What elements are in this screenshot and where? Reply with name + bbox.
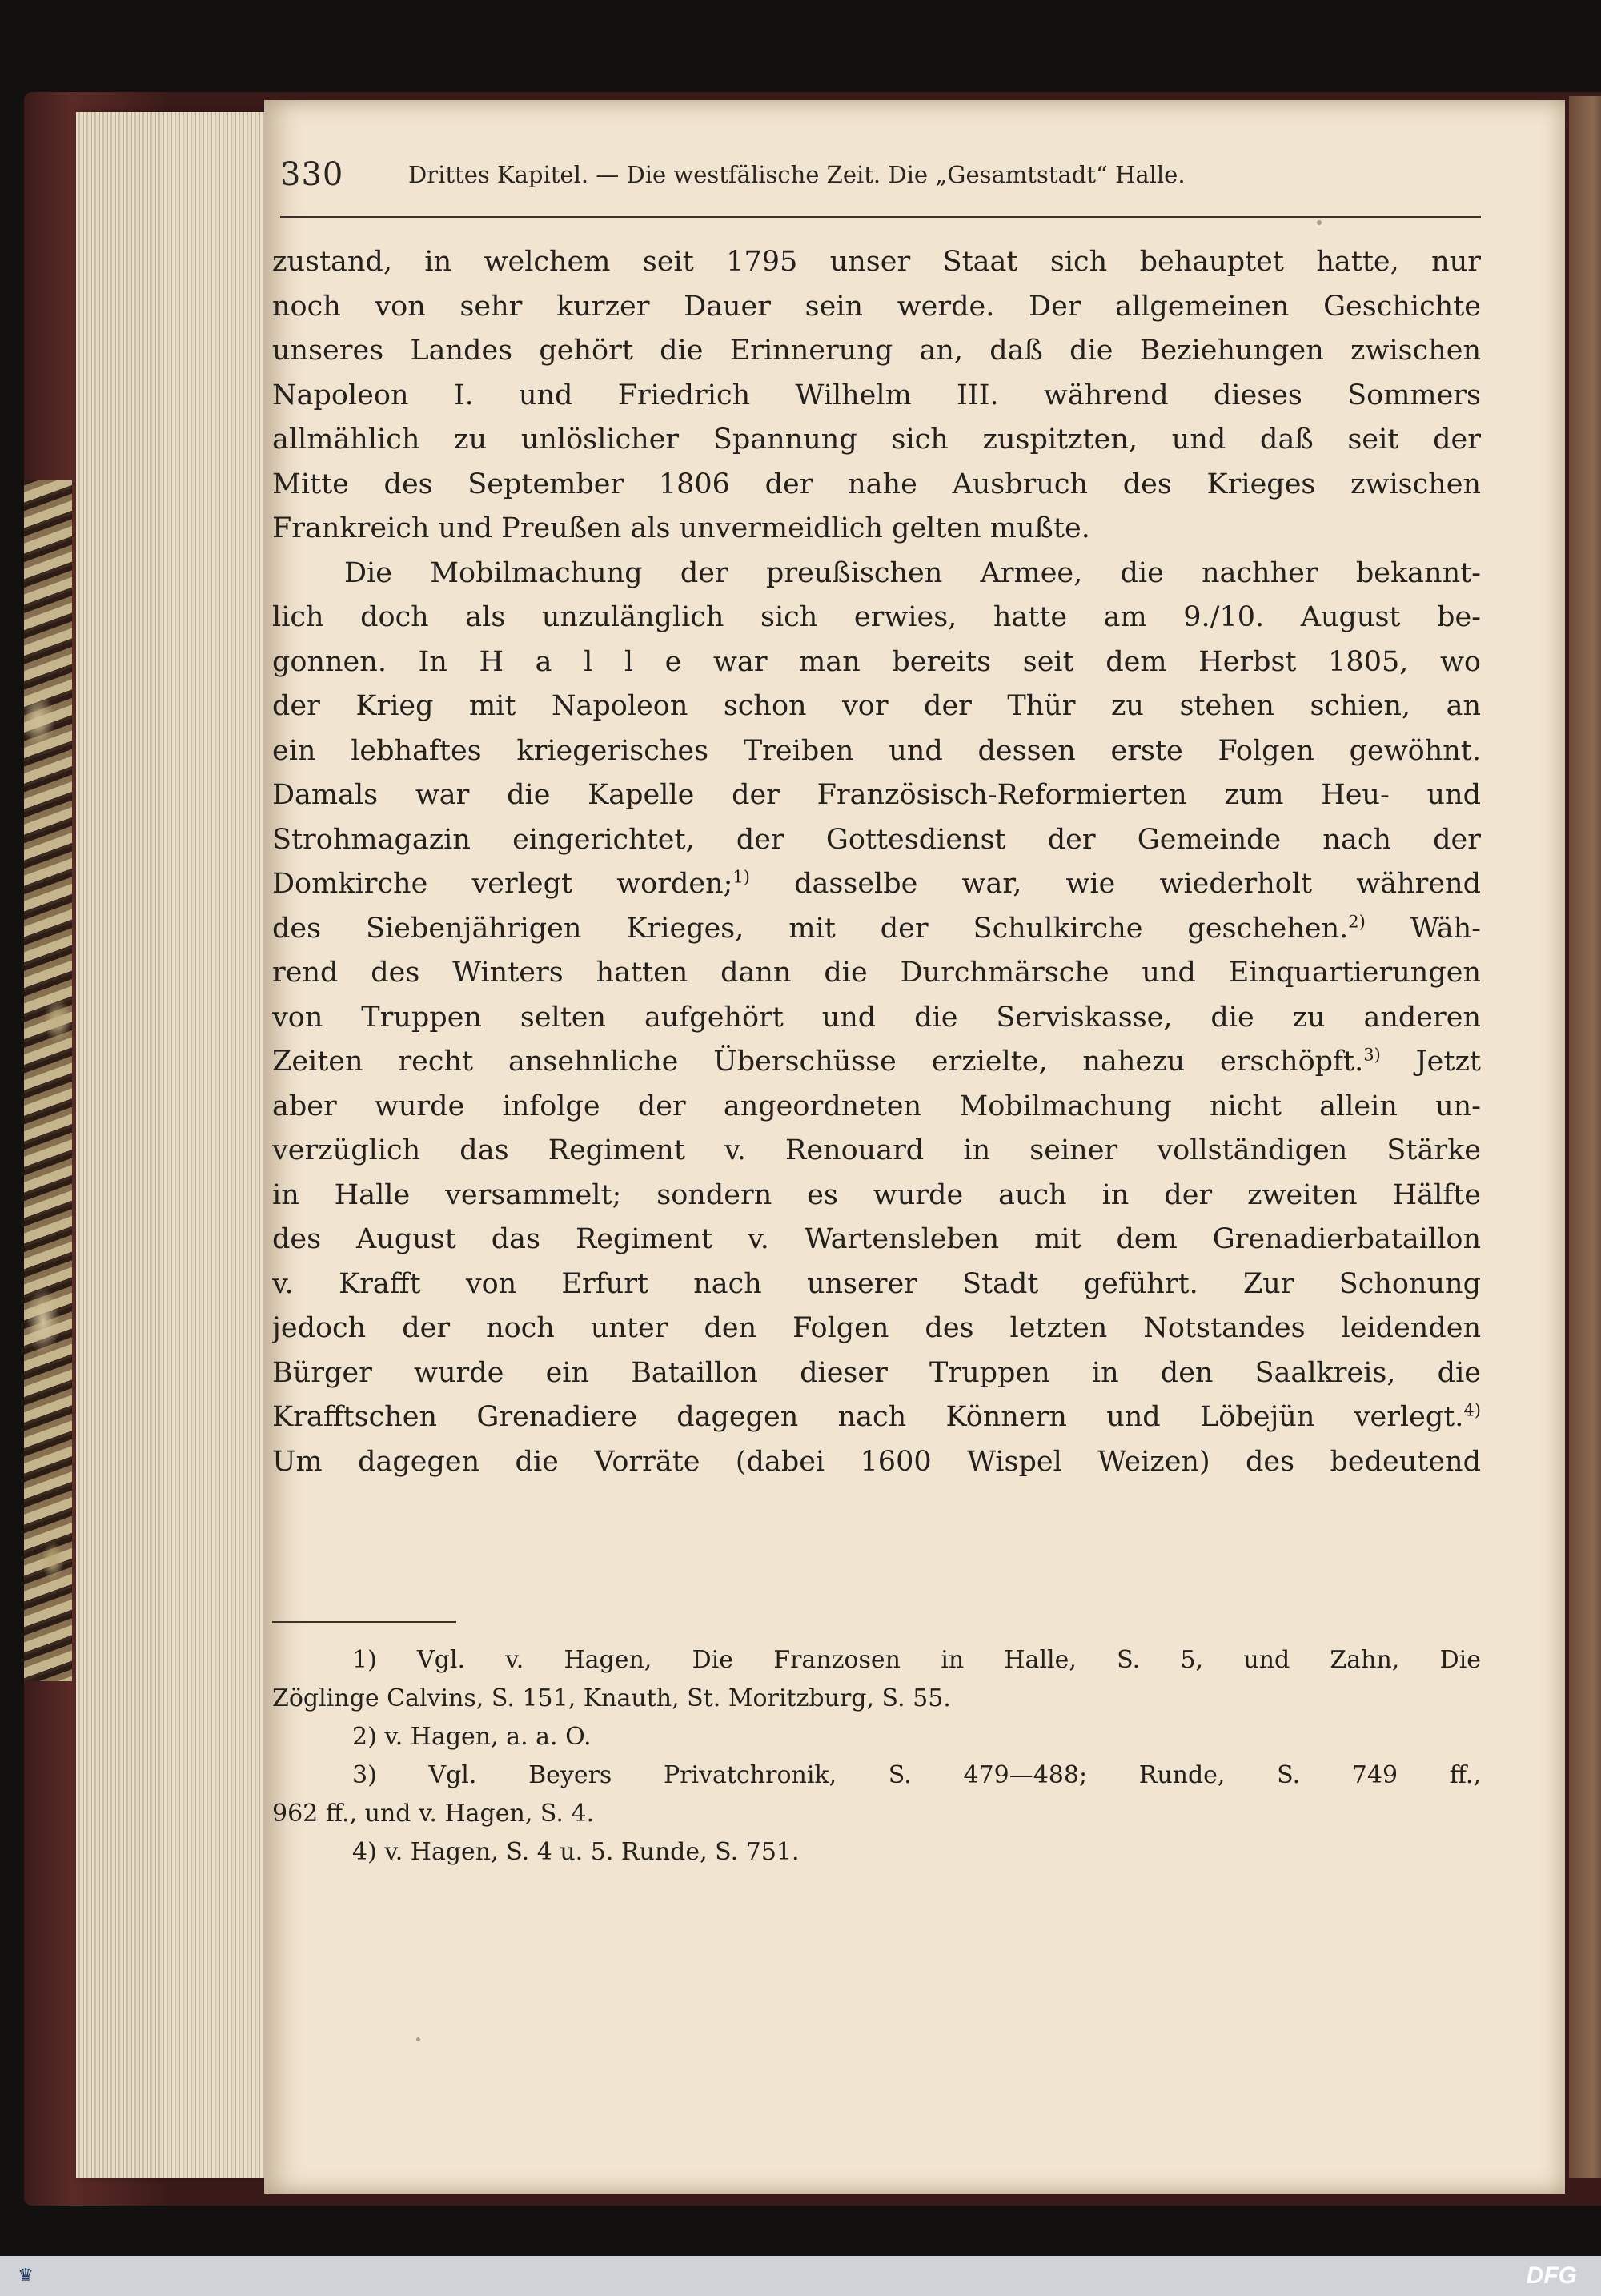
footnote-rule bbox=[272, 1621, 456, 1623]
running-head: Drittes Kapitel. — Die westfälische Zeit. Die „Gesamtstadt“ Halle. bbox=[408, 161, 1186, 188]
footnote-line: 4) v. Hagen, S. 4 u. 5. Runde, S. 751. bbox=[352, 1838, 800, 1866]
footnote-ref: 3) bbox=[1363, 1045, 1381, 1065]
footnote-ref: 4) bbox=[1463, 1400, 1481, 1420]
text-line bbox=[272, 907, 1481, 952]
footnote-ref: 2) bbox=[1348, 911, 1366, 931]
text-line: rend des Winters hatten dann die Durchmärsche und Einquartierungen bbox=[272, 957, 1481, 989]
text-line: Strohmagazin eingerichtet, der Gottesdienst der Gemeinde nach der bbox=[272, 823, 1481, 856]
text-line: Damals war die Kapelle der Französisch-Reformierten zum Heu- und bbox=[272, 779, 1481, 811]
text-line: jedoch der noch unter den Folgen des letzten Notstandes leidenden bbox=[272, 1312, 1481, 1344]
text-line: unseres Landes gehört die Erinnerung an, daß die Beziehungen zwischen bbox=[272, 335, 1481, 367]
text-line: Die Mobilmachung der preußischen Armee, die nachher bekannt- bbox=[344, 556, 1481, 589]
text-line bbox=[272, 862, 1481, 907]
footnotes bbox=[272, 1641, 1481, 1872]
page-edges bbox=[76, 112, 276, 2178]
page-speck bbox=[1317, 220, 1322, 225]
text-segment: des Siebenjährigen Krieges, mit der Schulkirche geschehen. bbox=[272, 912, 1349, 945]
text-line bbox=[272, 1040, 1481, 1085]
text-segment: Domkirche verlegt worden; bbox=[272, 868, 733, 900]
page-speck bbox=[416, 2037, 420, 2041]
text-line: Frankreich und Preußen als unvermeidlich gelten mußte. bbox=[272, 512, 1090, 544]
text-segment: Krafftschen Grenadiere dagegen nach Könnern und Löbejün verlegt. bbox=[272, 1401, 1464, 1433]
main-text bbox=[272, 240, 1481, 1484]
text-line: aber wurde infolge der angeordneten Mobilmachung nicht allein un- bbox=[272, 1090, 1481, 1122]
text-line: allmählich zu unlöslicher Spannung sich zuspitzten, und daß seit der bbox=[272, 423, 1481, 456]
viewer-footer bbox=[0, 2256, 1601, 2296]
text-line: von Truppen selten aufgehört und die Serviskasse, die zu anderen bbox=[272, 1001, 1481, 1034]
footnote-line: 962 ff., und v. Hagen, S. 4. bbox=[272, 1800, 595, 1828]
text-line: Napoleon I. und Friedrich Wilhelm III. während dieses Sommers bbox=[272, 379, 1481, 411]
text-line: in Halle versammelt; sondern es wurde auch in der zweiten Hälfte bbox=[272, 1178, 1481, 1211]
text-line: noch von sehr kurzer Dauer sein werde. Der allgemeinen Geschichte bbox=[272, 290, 1481, 323]
text-line: lich doch als unzulänglich sich erwies, hatte am 9./10. August be- bbox=[272, 601, 1481, 633]
footnote-line: 2) v. Hagen, a. a. O. bbox=[352, 1723, 592, 1751]
text-line: Bürger wurde ein Bataillon dieser Truppen in den Saalkreis, die bbox=[272, 1356, 1481, 1389]
dfg-logo: DFG bbox=[1526, 2262, 1577, 2289]
text-line: gonnen. In H a l l e war man bereits seit dem Herbst 1805, wo bbox=[272, 645, 1481, 678]
text-line: v. Krafft von Erfurt nach unserer Stadt geführt. Zur Schonung bbox=[272, 1267, 1481, 1300]
text-line bbox=[272, 1395, 1481, 1440]
header-rule bbox=[280, 216, 1481, 218]
page-number: 330 bbox=[280, 156, 344, 193]
footnote-line: 1) Vgl. v. Hagen, Die Franzosen in Halle, S. 5, und Zahn, Die bbox=[352, 1646, 1481, 1674]
text-segment: Zeiten recht ansehnliche Überschüsse erzielte, nahezu erschöpft. bbox=[272, 1046, 1364, 1078]
footnote-ref: 1) bbox=[732, 867, 750, 887]
footnote-line: 3) Vgl. Beyers Privatchronik, S. 479—488; Runde, S. 749 ff., bbox=[352, 1761, 1481, 1789]
text-line: des August das Regiment v. Wartensleben mit dem Grenadierbataillon bbox=[272, 1223, 1481, 1255]
text-segment: Jetzt bbox=[1415, 1046, 1481, 1078]
text-line: verzüglich das Regiment v. Renouard in seiner vollständigen Stärke bbox=[272, 1134, 1481, 1166]
text-line: der Krieg mit Napoleon schon vor der Thür zu stehen schien, an bbox=[272, 690, 1481, 722]
marbled-endpaper bbox=[24, 480, 72, 1681]
text-line: Mitte des September 1806 der nahe Ausbruch des Krieges zwischen bbox=[272, 468, 1481, 500]
text-segment: dasselbe war, wie wiederholt während bbox=[794, 868, 1481, 900]
book-cover-edge bbox=[1569, 96, 1601, 2178]
text-line: ein lebhaftes kriegerisches Treiben und dessen erste Folgen gewöhnt. bbox=[272, 734, 1481, 767]
text-line: zustand, in welchem seit 1795 unser Staat sich behauptet hatte, nur bbox=[272, 246, 1481, 278]
library-seal-icon: ♛ bbox=[18, 2266, 34, 2286]
text-segment: Wäh- bbox=[1410, 912, 1481, 945]
text-line: Um dagegen die Vorräte (dabei 1600 Wispel Weizen) des bedeutend bbox=[272, 1445, 1481, 1478]
footnote-line: Zöglinge Calvins, S. 151, Knauth, St. Moritzburg, S. 55. bbox=[272, 1684, 951, 1712]
